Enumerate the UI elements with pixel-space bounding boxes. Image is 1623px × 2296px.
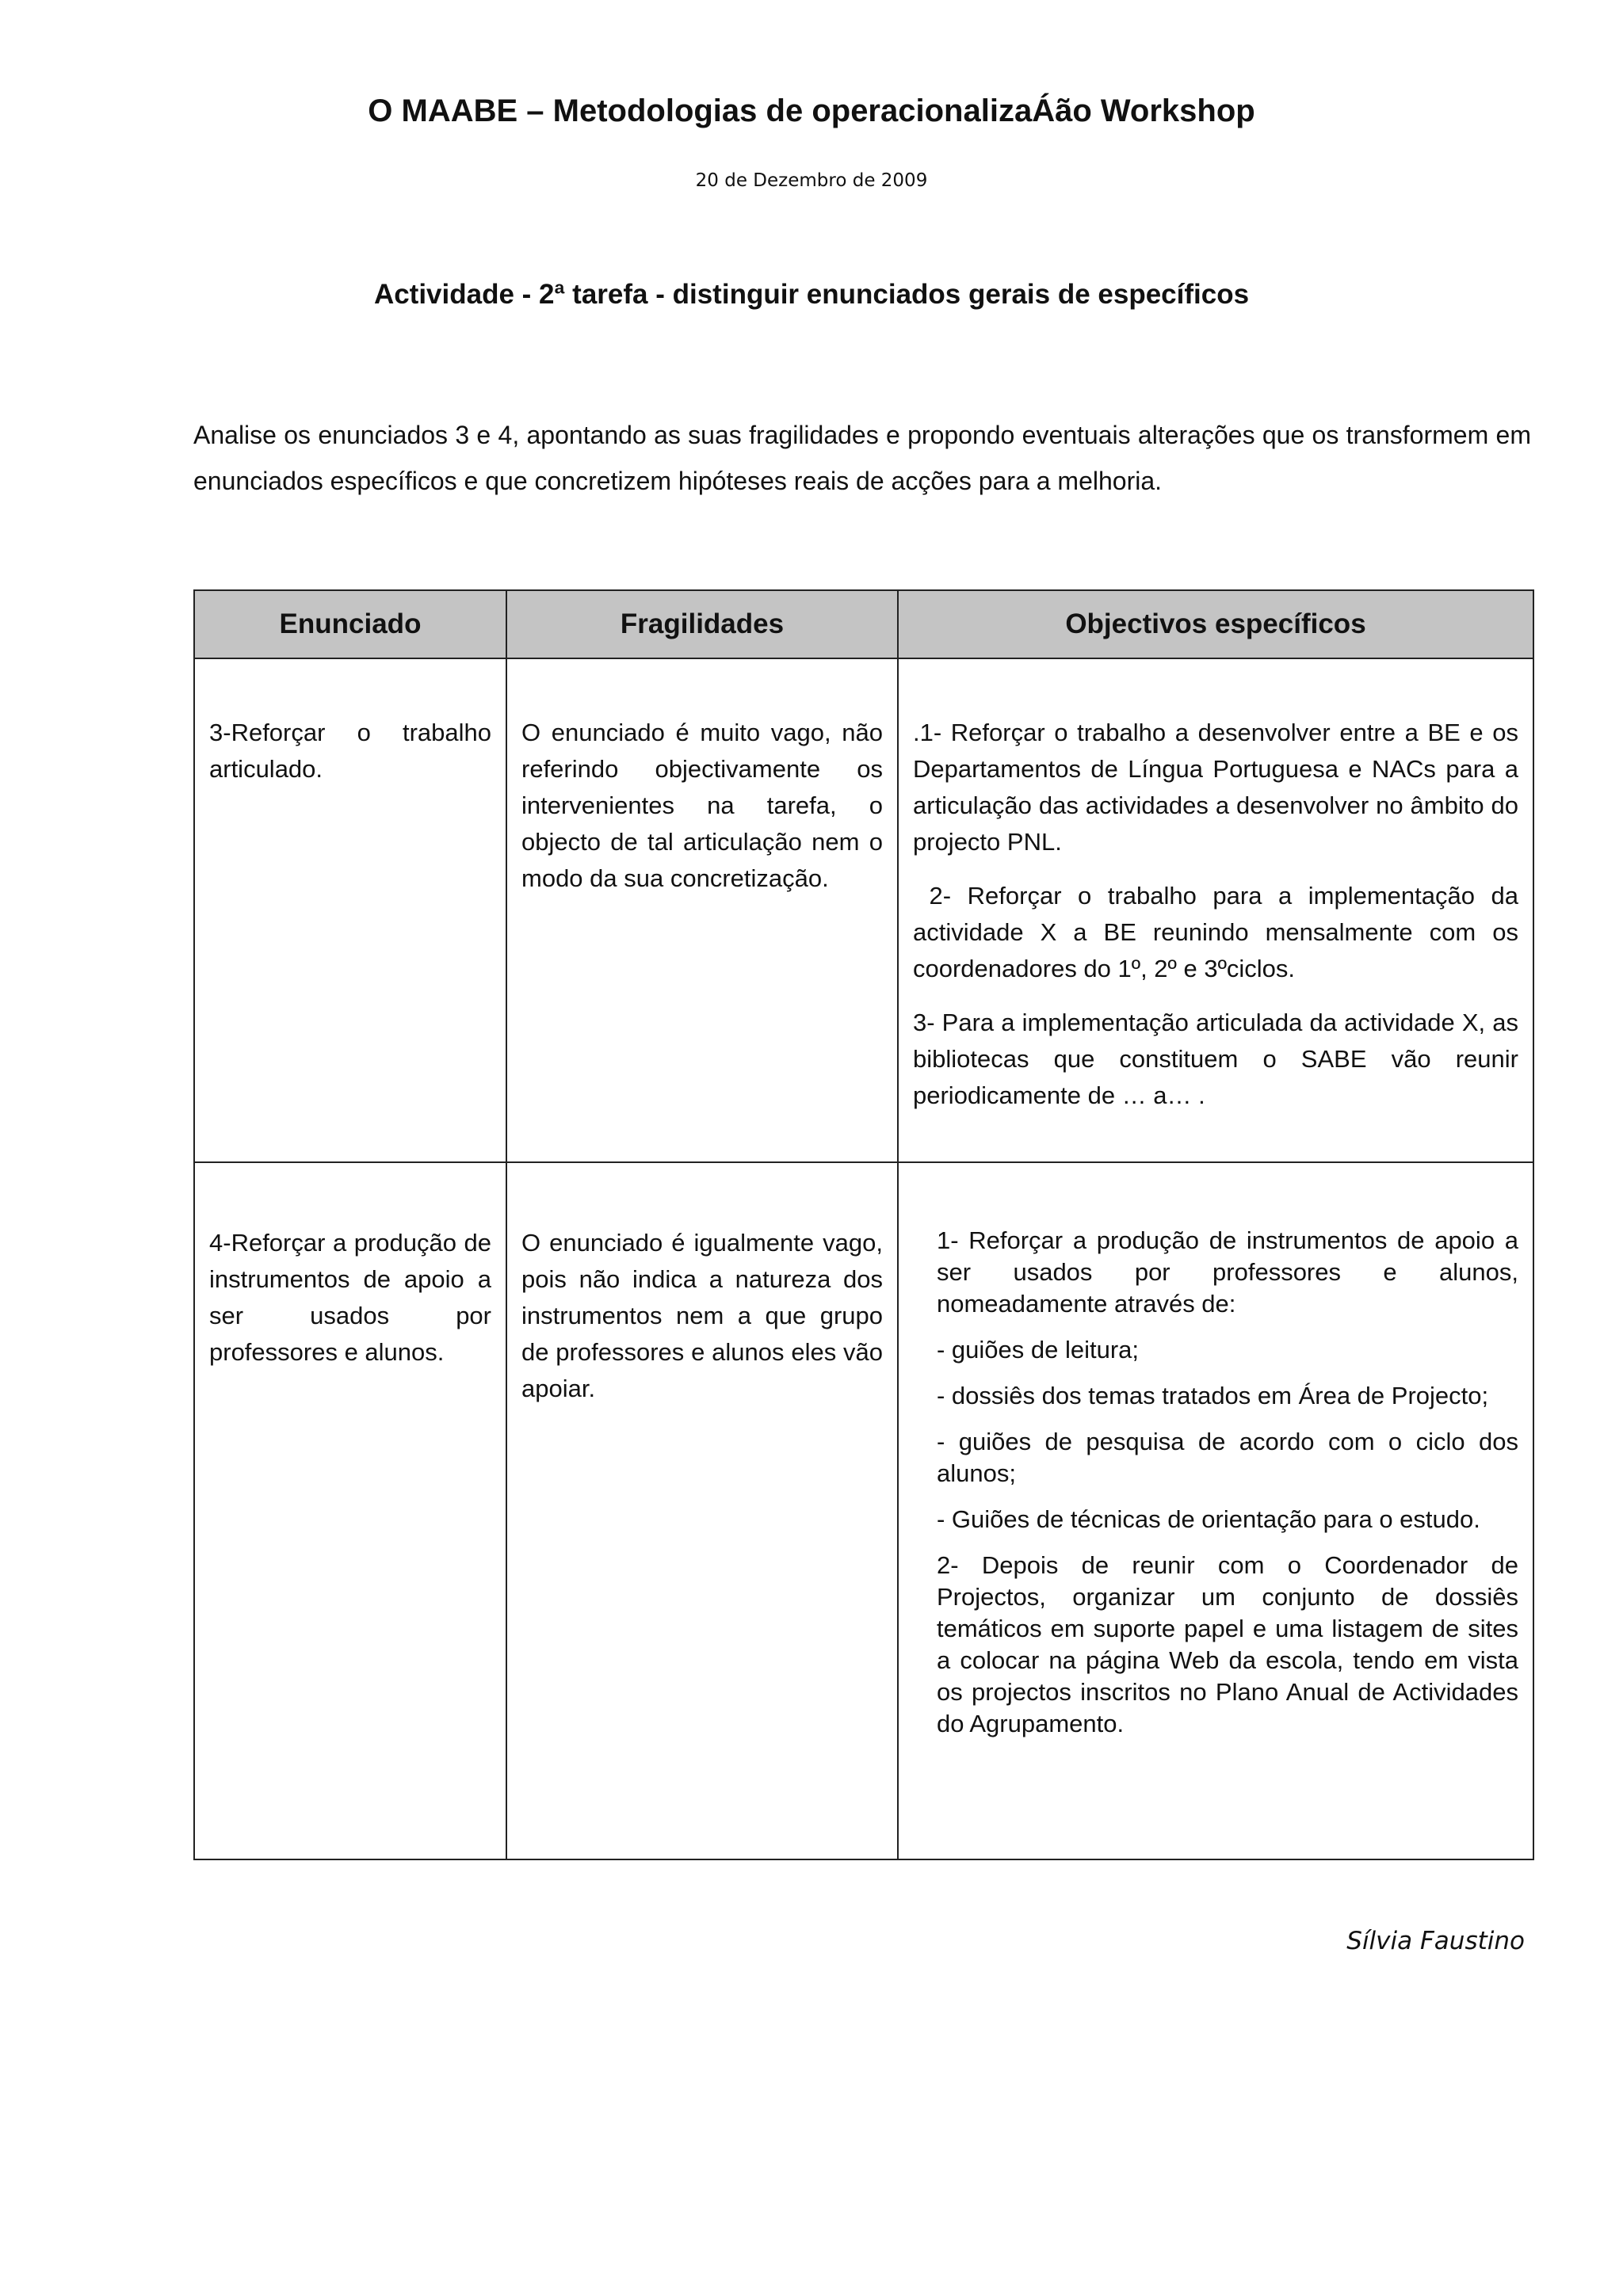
header-objectivos: Objectivos específicos [898, 590, 1533, 658]
objectivo-item: .1- Reforçar o trabalho a desenvolver entre a BE e os Departamentos de Língua Portuguesa e NACs para a articulação das actividades a desenvolver no âmbito do projecto PNL. [913, 719, 1518, 856]
table-header-row [194, 590, 1533, 658]
enunciado-cell [194, 1162, 506, 1859]
enunciado-text: 3-Reforçar o trabalho articulado. [209, 719, 491, 783]
objectivo-item: 3- Para a implementação articulada da actividade X, as bibliotecas que constituem o SABE vão reunir periodicamente de … a… . [913, 1009, 1518, 1109]
objectivos-list [913, 715, 1526, 1114]
objectivo-item: - dossiês dos temas tratados em Área de Projecto; [937, 1382, 1489, 1409]
objectivo-item: 1- Reforçar a produção de instrumentos de apoio a ser usados por professores e alunos, nomeadamente através de: [937, 1226, 1518, 1318]
objectivo-item: 2- Reforçar o trabalho para a implementação da actividade X a BE reunindo mensalmente com os coordenadores do 1º, 2º e 3ºciclos. [913, 882, 1526, 982]
objectivo-item: - Guiões de técnicas de orientação para o estudo. [937, 1505, 1480, 1533]
enunciado-cell [194, 658, 506, 1162]
header-enunciado: Enunciado [194, 590, 506, 658]
enunciado-text: 4-Reforçar a produção de instrumentos de apoio a ser usados por professores e alunos. [209, 1229, 491, 1366]
objectivo-item: - guiões de leitura; [937, 1336, 1140, 1363]
fragilidades-cell [506, 658, 898, 1162]
document-date: 20 de Dezembro de 2009 [695, 170, 928, 191]
table-row [194, 658, 1533, 1162]
table-row [194, 1162, 1533, 1859]
fragilidades-text: O enunciado é igualmente vago, pois não indica a natureza dos instrumentos nem a que grupo de professores e alunos eles vão apoiar. [521, 1229, 883, 1402]
objectivos-list [937, 1225, 1518, 1740]
intro-paragraph: Analise os enunciados 3 e 4, apontando as suas fragilidades e propondo eventuais alterações que os transformem em enunciados específicos e que concretizem hipóteses reais de acções para a melhoria. [193, 421, 1531, 495]
header-fragilidades: Fragilidades [506, 590, 898, 658]
document-title: O MAABE – Metodologias de operacionalizaÁão Workshop [368, 93, 1255, 128]
fragilidades-text: O enunciado é muito vago, não referindo objectivamente os intervenientes na tarefa, o objecto de tal articulação nem o modo da sua concretização. [521, 719, 883, 892]
objectivos-cell [898, 658, 1533, 1162]
objectivos-cell [898, 1162, 1533, 1859]
objectivo-item: 2- Depois de reunir com o Coordenador de Projectos, organizar um conjunto de dossiês temáticos em suporte papel e uma listagem de sites a colocar na página Web da escola, tendo em vista os projectos inscritos no Plano Anual de Actividades do Agrupamento. [937, 1551, 1518, 1737]
analysis-table [193, 589, 1534, 1860]
objectivo-item: - guiões de pesquisa de acordo com o ciclo dos alunos; [937, 1428, 1518, 1487]
fragilidades-cell [506, 1162, 898, 1859]
activity-subtitle: Actividade - 2ª tarefa - distinguir enunciados gerais de específicos [373, 279, 1250, 310]
author-signature: Sílvia Faustino [1346, 1927, 1525, 1955]
